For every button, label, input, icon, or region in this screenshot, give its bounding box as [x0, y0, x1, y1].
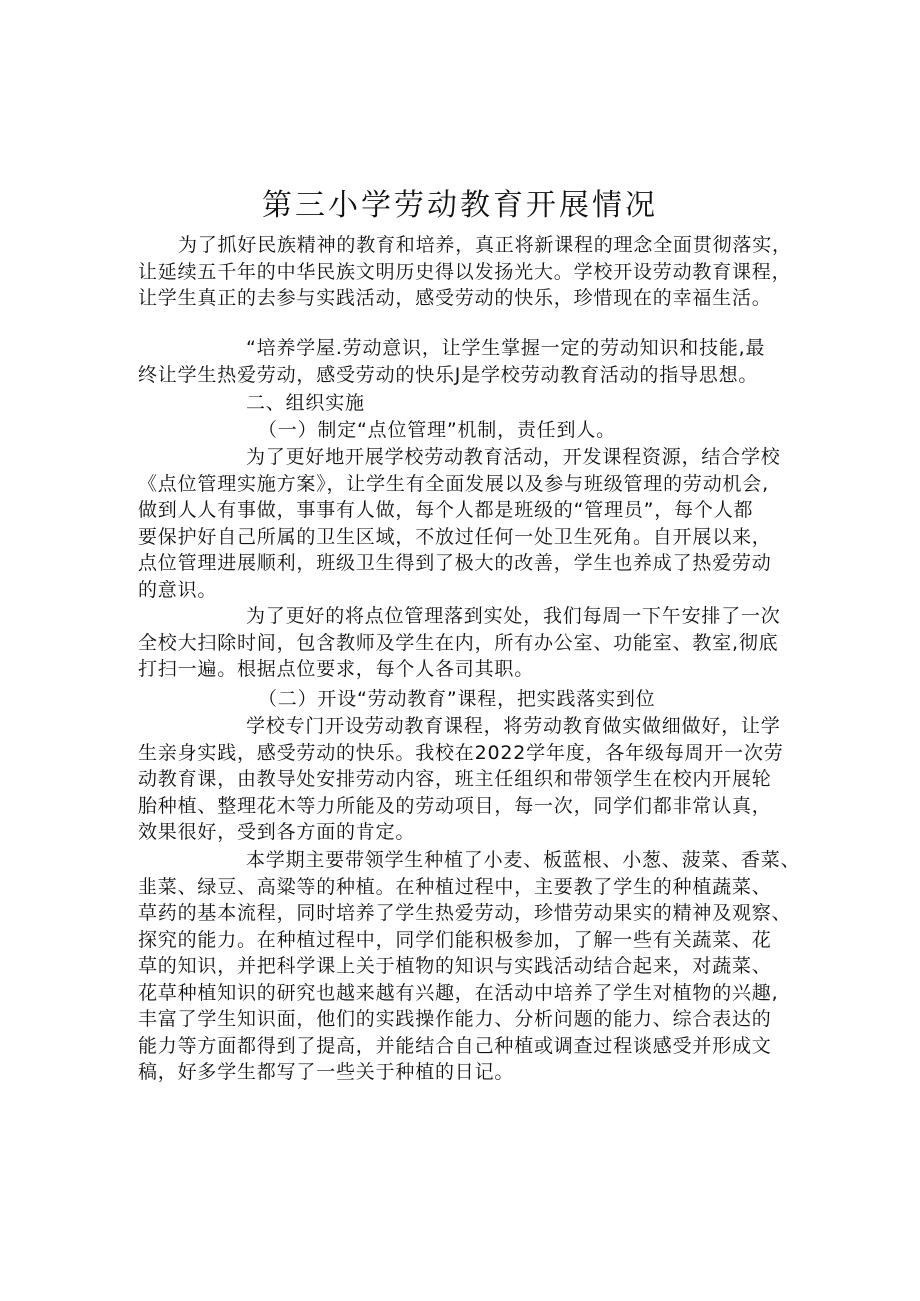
- body-line: 做到人人有事做，事事有人做，每个人都是班级的“管理员”，每个人都: [138, 499, 754, 521]
- body-line: 生亲身实践，感受劳动的快乐。我校在2022学年度，各年级每周开一次劳: [138, 741, 784, 764]
- intro-line: 让学生真正的去参与实践活动，感受劳动的快乐，珍惜现在的幸福生活。: [138, 287, 772, 309]
- subsection-heading-1: [258, 417, 616, 444]
- body-line: 点位管理进展顺利，班级卫生得到了极大的改善，学生也养成了热爱劳动: [138, 552, 772, 574]
- section-heading-text: 二、组织实施: [246, 392, 365, 414]
- course-paragraph: [138, 713, 784, 846]
- subsection-heading-text: （一）制定“点位管理”机制，责任到人。: [258, 419, 616, 441]
- body-line: 胎种植、整理花木等力所能及的劳动项目，每一次，同学们都非常认真，: [138, 794, 772, 817]
- point-management-paragraph: [138, 444, 781, 603]
- intro-paragraph: [138, 232, 792, 312]
- body-line: 全校大扫除时间，包含教师及学生在内，所有办公室、功能室、教室,彻底: [138, 631, 779, 654]
- body-line: 《点位管理实施方案》，让学生有全面发展以及参与班级管理的劳动机会,: [138, 472, 769, 495]
- intro-line: 为了抓好民族精神的教育和培养，真正将新课程的理念全面贯彻落实，: [178, 234, 792, 256]
- body-line: 草药的基本流程，同时培养了学生热爱劳动，珍惜劳动果实的精神及观察、: [138, 902, 792, 924]
- body-line: 为了更好的将点位管理落到实处，我们每周一下午安排了一次: [246, 605, 781, 627]
- guiding-line: “培养学屋.劳动意识，让学生掌握一定的劳动知识和技能,最: [246, 337, 766, 359]
- body-line: 的意识。: [138, 578, 218, 601]
- body-line: 韭菜、绿豆、高粱等的种植。在种植过程中，主要教了学生的种植蔬菜、: [138, 875, 772, 898]
- subsection-heading-2: [258, 686, 656, 713]
- body-line: 探究的能力。在种植过程中，同学们能积极参加，了解一些有关蔬菜、花: [138, 928, 772, 951]
- body-line: 花草种植知识的研究也越来越有兴趣，在活动中培养了学生对植物的兴趣,: [138, 981, 779, 1004]
- document-title: 第三小学劳动教育开展情况: [262, 188, 658, 224]
- body-line: 丰富了学生知识面，他们的实践操作能力、分析问题的能力、综合表达的: [138, 1008, 772, 1030]
- body-line: 草的知识，并把科学课上关于植物的知识与实践活动结合起来，对蔬菜、: [138, 955, 772, 977]
- intro-line: 让延续五千年的中华民族文明历史得以发扬光大。学校开设劳动教育课程，: [138, 260, 792, 283]
- body-line: 稿，好多学生都写了一些关于种植的日记。: [138, 1061, 515, 1083]
- body-line: 为了更好地开展学校劳动教育活动，开发课程资源，结合学校: [246, 446, 781, 468]
- subsection-heading-text: （二）开设“劳动教育”课程，把实践落实到位: [258, 688, 656, 710]
- body-line: 效果很好，受到各方面的肯定。: [138, 821, 416, 843]
- cleaning-paragraph: [138, 603, 781, 683]
- guiding-line: 终让学生热爱劳动，感受劳动的快乐J是学校劳动教育活动的指导思想。: [138, 363, 759, 386]
- body-line: 要保护好自己所属的卫生区域，不放过任何一处卫生死角。自开展以来，: [138, 525, 772, 548]
- body-line: 打扫一遍。根据点位要求，每个人各司其职。: [138, 658, 535, 680]
- guiding-paragraph: [138, 335, 765, 388]
- section-heading: [246, 390, 365, 417]
- body-line: 本学期主要带领学生种植了小麦、板蓝根、小葱、菠菜、香菜、: [246, 849, 801, 871]
- body-line: 能力等方面都得到了提高，并能结合自己种植或调查过程谈感受并形成文: [138, 1034, 772, 1057]
- body-line: 动教育课，由教导处安排劳动内容，班主任组织和带领学生在校内开展轮: [138, 768, 772, 790]
- planting-paragraph: [138, 847, 800, 1086]
- body-line: 学校专门开设劳动教育课程，将劳动教育做实做细做好，让学: [246, 715, 781, 737]
